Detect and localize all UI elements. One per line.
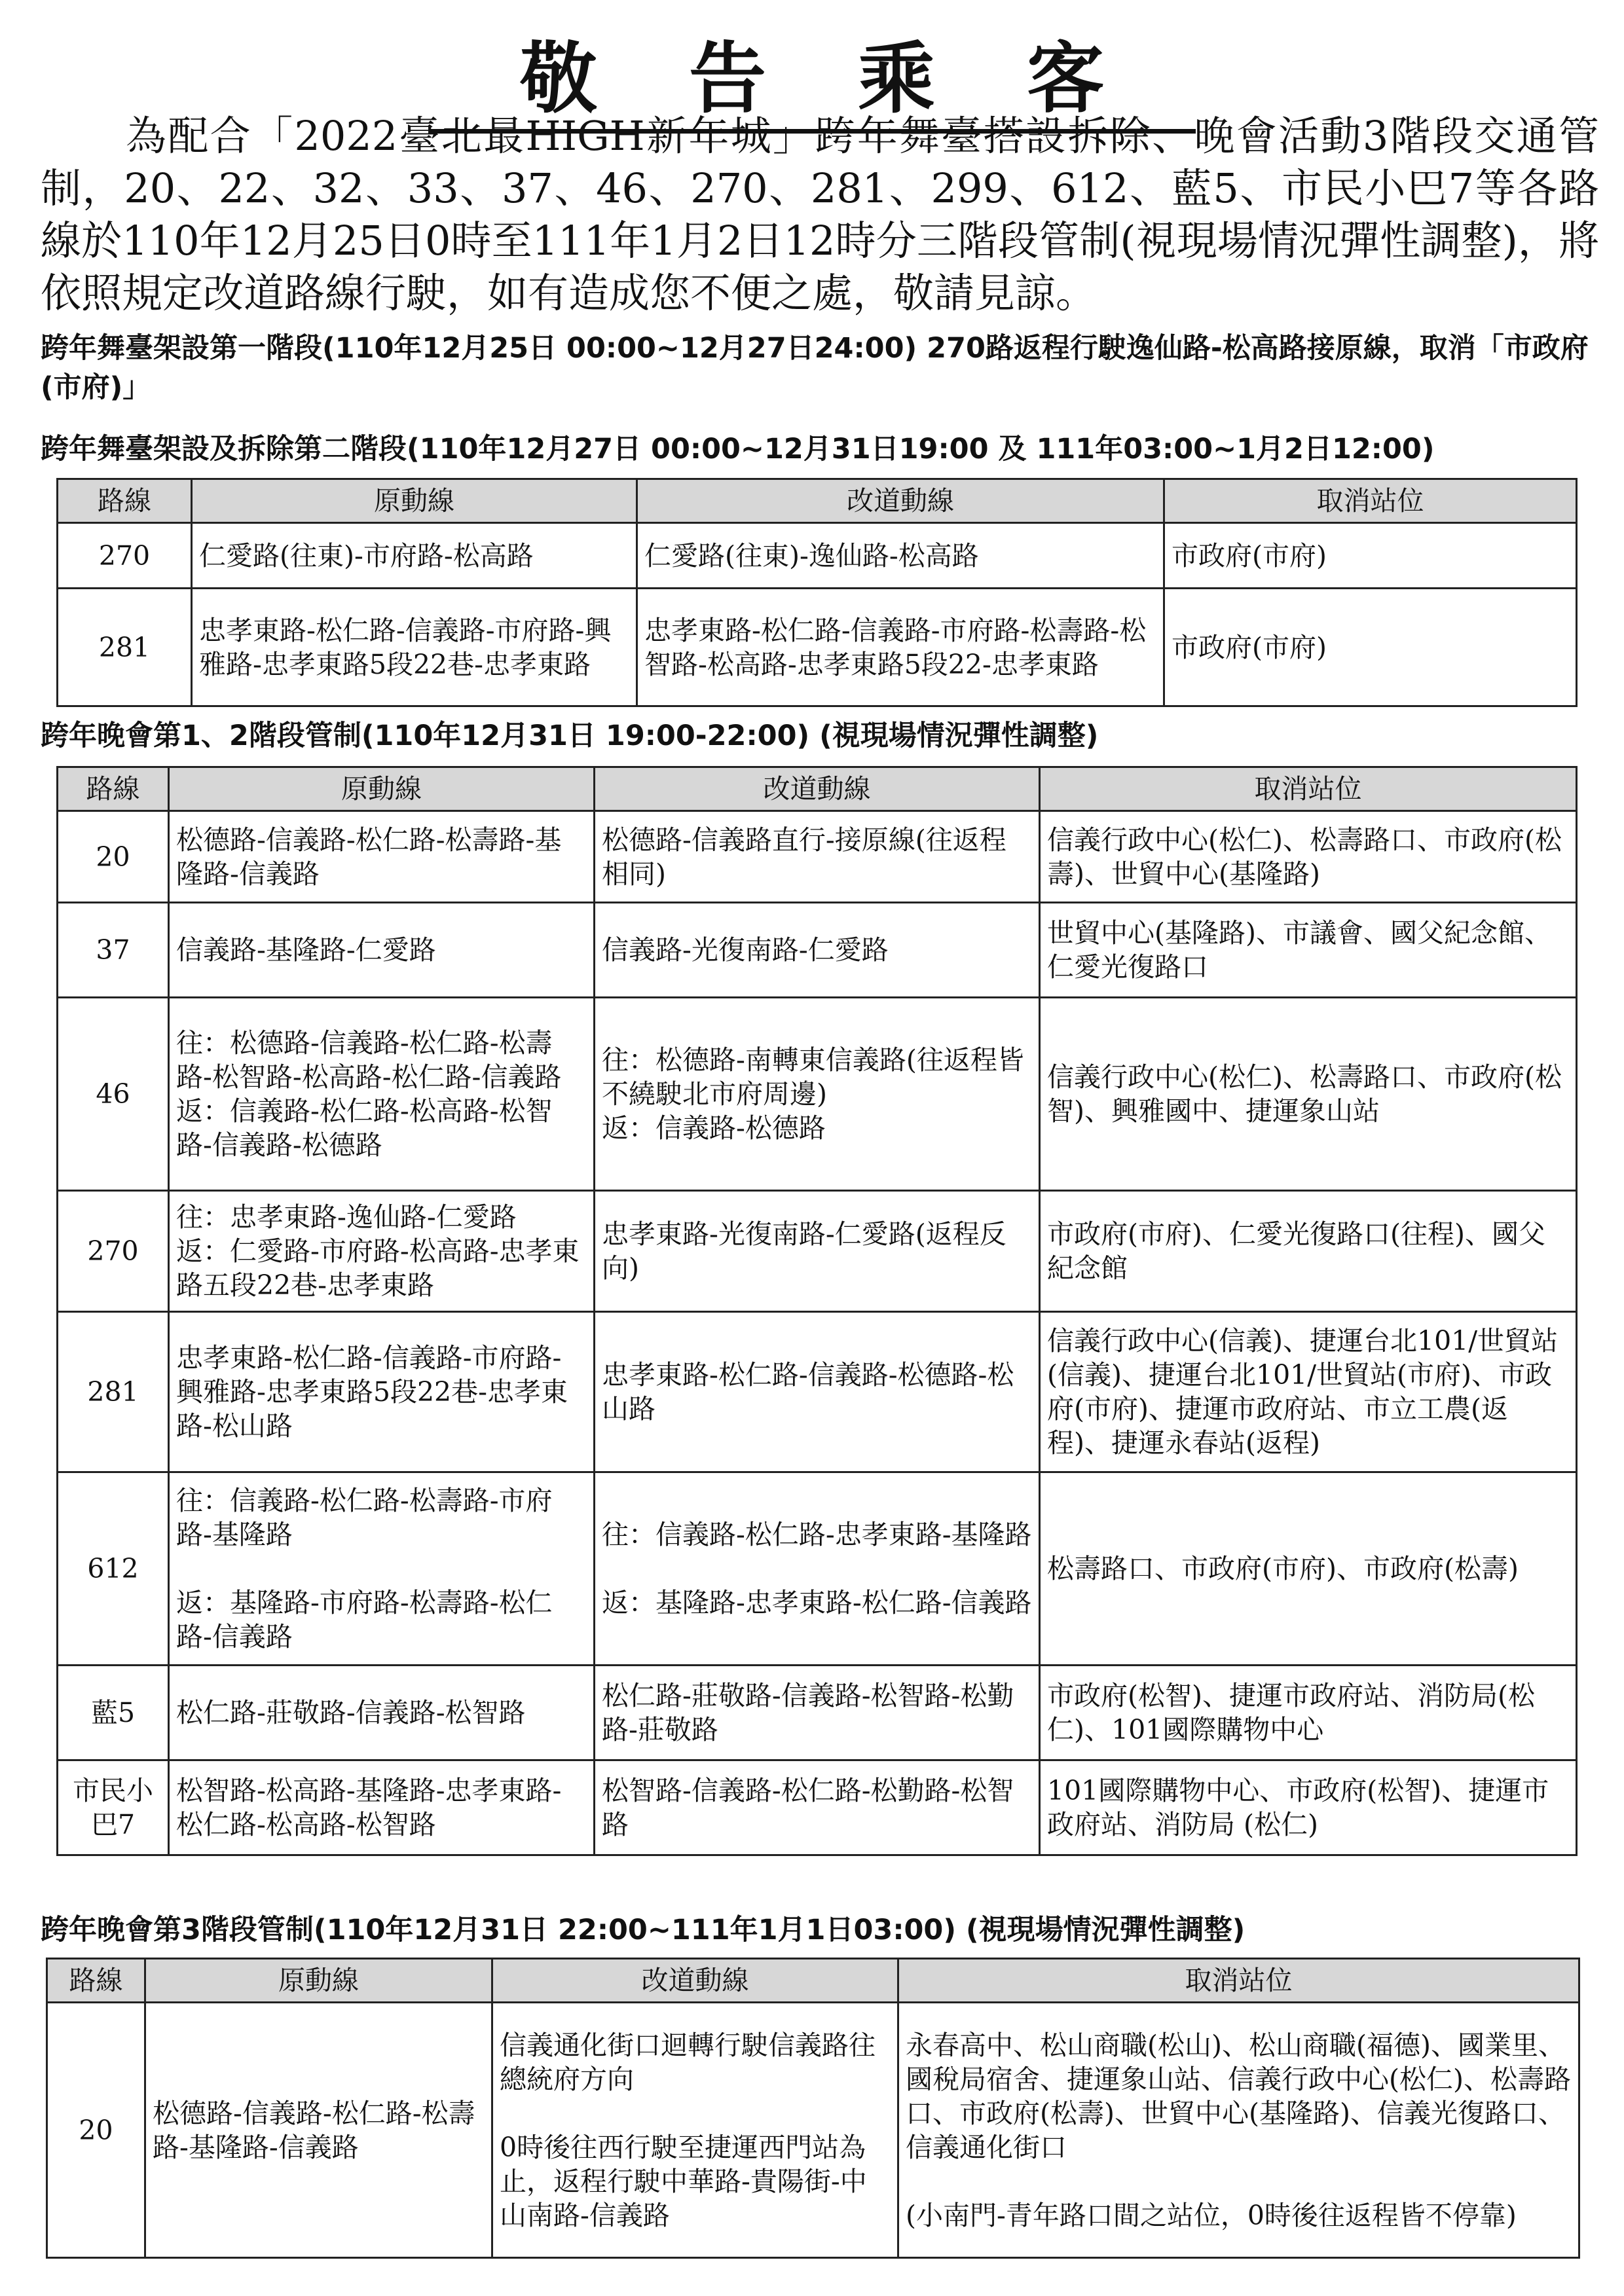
cancelled-stops: 信義行政中心(松仁)、松壽路口、市政府(松智)、興雅國中、捷運象山站 — [1040, 998, 1577, 1191]
route-number: 270 — [58, 523, 192, 589]
detour-route: 松德路-信義路直行-接原線(往返程相同) — [595, 811, 1040, 903]
table-row — [58, 589, 1577, 706]
cancelled-stops — [898, 2003, 1579, 2258]
cancelled-stops: 市政府(松智)、捷運市政府站、消防局(松仁)、101國際購物中心 — [1040, 1666, 1577, 1760]
original-route — [169, 1191, 595, 1312]
intro-text: 為配合「2022臺北最HIGH新年城」跨年舞臺搭設拆除、晚會活動3階段交通管制，20、22、32、33、37、46、270、281、299、612、藍5、市民小巴7等各路線於110年12月25日0時至111年1月2日12時分三階段管制(視現場情況彈性調整)，將依照規定改道路線行駛，如有造成您不便之處，敬請見諒。 — [41, 112, 1599, 317]
route-number: 281 — [58, 1312, 169, 1472]
original-route: 信義路-基隆路-仁愛路 — [169, 903, 595, 998]
cancelled-stops: 市政府(市府)、仁愛光復路口(往程)、國父紀念館 — [1040, 1191, 1577, 1312]
original-route: 忠孝東路-松仁路-信義路-市府路-興雅路-忠孝東路5段22巷-忠孝東路-松山路 — [169, 1312, 595, 1472]
header-detour: 改道動線 — [637, 479, 1164, 523]
detour-route — [595, 1472, 1040, 1666]
original-route: 松德路-信義路-松仁路-松壽路-基隆路-信義路 — [169, 811, 595, 903]
table-row — [58, 903, 1577, 998]
stage2-heading: 跨年舞臺架設及拆除第二階段(110年12月27日 00:00~12月31日19:00 及 111年03:00~1月2日12:00) — [41, 433, 1435, 465]
detour-return: 返：基隆路-忠孝東路-松仁路-信義路 — [602, 1587, 1032, 1618]
stage3-table — [56, 766, 1578, 1856]
detour-route: 仁愛路(往東)-逸仙路-松高路 — [637, 523, 1164, 589]
header-route: 路線 — [58, 767, 169, 811]
original-route: 松德路-信義路-松仁路-松壽路-基隆路-信義路 — [145, 2003, 492, 2258]
detour-route: 信義路-光復南路-仁愛路 — [595, 903, 1040, 998]
intro-paragraph — [41, 110, 1599, 319]
detour-route — [595, 998, 1040, 1191]
table-row — [58, 811, 1577, 903]
route-number: 藍5 — [58, 1666, 169, 1760]
detour-route: 松智路-信義路-松仁路-松勤路-松智路 — [595, 1760, 1040, 1855]
table-row — [58, 1472, 1577, 1666]
cancelled-stops-note: (小南門-青年路口間之站位，0時後往返程皆不停靠) — [906, 2199, 1517, 2231]
table-header-row — [58, 479, 1577, 523]
header-detour: 改道動線 — [595, 767, 1040, 811]
header-detour: 改道動線 — [492, 1959, 898, 2003]
cancelled-stops: 世貿中心(基隆路)、市議會、國父紀念館、仁愛光復路口 — [1040, 903, 1577, 998]
original-outbound: 往：信義路-松仁路-松壽路-市府路-基隆路 — [176, 1485, 553, 1550]
original-return: 返：基隆路-市府路-松壽路-松仁路-信義路 — [176, 1587, 553, 1652]
stage4-heading: 跨年晚會第3階段管制(110年12月31日 22:00~111年1月1日03:00) (視現場情況彈性調整) — [41, 1914, 1246, 1946]
detour-outbound: 往：松德路-南轉東信義路(往返程皆不繞駛北市府周邊) — [602, 1044, 1024, 1110]
cancelled-stops: 信義行政中心(松仁)、松壽路口、市政府(松壽)、世貿中心(基隆路) — [1040, 811, 1577, 903]
cancelled-stops: 101國際購物中心、市政府(松智)、捷運市政府站、消防局 (松仁) — [1040, 1760, 1577, 1855]
route-number: 市民小巴7 — [58, 1760, 169, 1855]
stage4-table — [46, 1958, 1580, 2259]
page-title — [0, 33, 1624, 124]
table-row — [47, 2003, 1579, 2258]
original-outbound: 往：忠孝東路-逸仙路-仁愛路 — [176, 1201, 517, 1233]
original-outbound: 往：松德路-信義路-松仁路-松壽路-松智路-松高路-松仁路-信義路 — [176, 1027, 562, 1093]
page-title-text: 敬告乘客 — [428, 33, 1196, 134]
cancelled-stops: 市政府(市府) — [1164, 523, 1577, 589]
detour-route: 忠孝東路-光復南路-仁愛路(返程反向) — [595, 1191, 1040, 1312]
table-row — [58, 1666, 1577, 1760]
route-number: 612 — [58, 1472, 169, 1666]
original-route — [169, 1472, 595, 1666]
header-route: 路線 — [47, 1959, 145, 2003]
cancelled-stops: 市政府(市府) — [1164, 589, 1577, 706]
table-row — [58, 523, 1577, 589]
cancelled-stops-list: 永春高中、松山商職(松山)、松山商職(福德)、國業里、國稅局宿舍、捷運象山站、信義行政中心(松仁)、松壽路口、市政府(松壽)、世貿中心(基隆路)、信義光復路口、信義通化街口 — [906, 2029, 1571, 2163]
original-route: 仁愛路(往東)-市府路-松高路 — [192, 523, 637, 589]
original-route — [169, 998, 595, 1191]
original-route: 松智路-松高路-基隆路-忠孝東路-松仁路-松高路-松智路 — [169, 1760, 595, 1855]
stage3-heading: 跨年晚會第1、2階段管制(110年12月31日 19:00-22:00) (視現場情況彈性調整) — [41, 720, 1099, 752]
table-row — [58, 998, 1577, 1191]
table-header-row — [58, 767, 1577, 811]
detour-route: 忠孝東路-松仁路-信義路-市府路-松壽路-松智路-松高路-忠孝東路5段22-忠孝東路 — [637, 589, 1164, 706]
original-return: 返：信義路-松仁路-松高路-松智路-信義路-松德路 — [176, 1095, 553, 1161]
route-number: 270 — [58, 1191, 169, 1312]
table-row — [58, 1760, 1577, 1855]
header-cancel: 取消站位 — [1040, 767, 1577, 811]
stage2-table — [56, 478, 1578, 707]
detour-route: 忠孝東路-松仁路-信義路-松德路-松山路 — [595, 1312, 1040, 1472]
cancelled-stops: 松壽路口、市政府(市府)、市政府(松壽) — [1040, 1472, 1577, 1666]
cancelled-stops: 信義行政中心(信義)、捷運台北101/世貿站(信義)、捷運台北101/世貿站(市府)、市政府(市府)、捷運市政府站、市立工農(返程)、捷運永春站(返程) — [1040, 1312, 1577, 1472]
detour-part-b: 0時後往西行駛至捷運西門站為止，返程行駛中華路-貴陽街-中山南路-信義路 — [500, 2131, 867, 2231]
detour-route: 松仁路-莊敬路-信義路-松智路-松勤路-莊敬路 — [595, 1666, 1040, 1760]
header-cancel: 取消站位 — [1164, 479, 1577, 523]
original-route: 忠孝東路-松仁路-信義路-市府路-興雅路-忠孝東路5段22巷-忠孝東路 — [192, 589, 637, 706]
detour-return: 返：信義路-松德路 — [602, 1112, 826, 1144]
header-route: 路線 — [58, 479, 192, 523]
header-cancel: 取消站位 — [898, 1959, 1579, 2003]
table-row — [58, 1191, 1577, 1312]
route-number: 281 — [58, 589, 192, 706]
detour-part-a: 信義通化街口迴轉行駛信義路往總統府方向 — [500, 2029, 876, 2095]
header-original: 原動線 — [145, 1959, 492, 2003]
route-number: 37 — [58, 903, 169, 998]
header-original: 原動線 — [169, 767, 595, 811]
route-number: 20 — [47, 2003, 145, 2258]
route-number: 46 — [58, 998, 169, 1191]
original-return: 返：仁愛路-市府路-松高路-忠孝東路五段22巷-忠孝東路 — [176, 1235, 580, 1301]
detour-outbound: 往：信義路-松仁路-忠孝東路-基隆路 — [602, 1519, 1032, 1550]
stage1-notice: 跨年舞臺架設第一階段(110年12月25日 00:00~12月27日24:00) 270路返程行駛逸仙路-松高路接原線，取消「市政府(市府)」 — [41, 332, 1589, 404]
original-route: 松仁路-莊敬路-信義路-松智路 — [169, 1666, 595, 1760]
detour-route — [492, 2003, 898, 2258]
table-header-row — [47, 1959, 1579, 2003]
header-original: 原動線 — [192, 479, 637, 523]
table-row — [58, 1312, 1577, 1472]
route-number: 20 — [58, 811, 169, 903]
